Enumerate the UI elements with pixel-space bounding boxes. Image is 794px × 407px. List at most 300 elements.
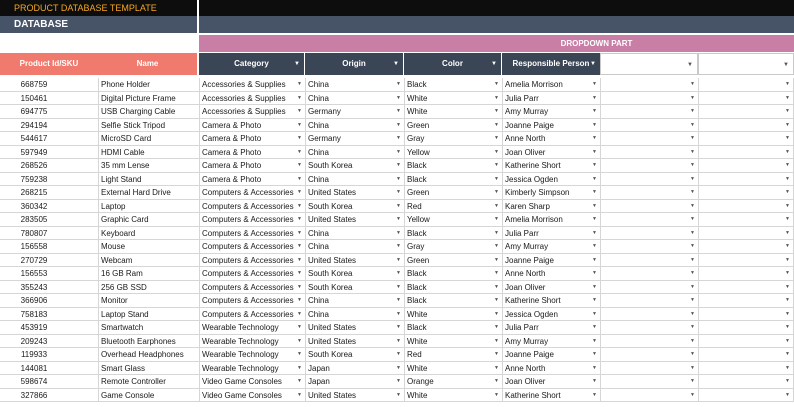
dropdown-arrow-icon[interactable]: ▼ (494, 324, 499, 330)
cell-category[interactable] (199, 389, 305, 402)
dropdown-arrow-icon[interactable]: ▼ (785, 378, 790, 384)
dropdown-arrow-icon[interactable]: ▼ (396, 94, 401, 101)
cell-origin[interactable] (305, 267, 404, 280)
cell-origin[interactable] (305, 146, 404, 159)
dropdown-arrow-icon[interactable]: ▼ (690, 256, 695, 263)
cell-color[interactable] (404, 213, 502, 226)
cell-product-id[interactable] (0, 119, 98, 132)
dropdown-arrow-icon[interactable]: ▼ (494, 351, 499, 357)
dropdown-arrow-icon[interactable]: ▼ (396, 256, 401, 263)
cell-responsible[interactable] (502, 254, 600, 267)
cell-empty-dropdown[interactable] (600, 335, 698, 348)
dropdown-arrow-icon[interactable]: ▼ (785, 256, 790, 263)
filter-dropdown-icon[interactable]: ▼ (783, 62, 789, 68)
cell-category[interactable] (199, 335, 305, 348)
dropdown-arrow-icon[interactable]: ▼ (494, 202, 499, 209)
cell-empty-dropdown[interactable] (600, 132, 698, 145)
dropdown-arrow-icon[interactable]: ▼ (690, 189, 695, 195)
dropdown-arrow-icon[interactable]: ▼ (592, 189, 597, 195)
cell-responsible[interactable] (502, 227, 600, 240)
dropdown-arrow-icon[interactable]: ▼ (297, 162, 302, 168)
cell-name[interactable] (98, 227, 199, 240)
dropdown-arrow-icon[interactable]: ▼ (297, 256, 302, 263)
dropdown-arrow-icon[interactable]: ▼ (396, 121, 401, 128)
dropdown-arrow-icon[interactable]: ▼ (494, 189, 499, 195)
cell-category[interactable] (199, 186, 305, 199)
dropdown-arrow-icon[interactable]: ▼ (690, 202, 695, 209)
dropdown-arrow-icon[interactable]: ▼ (592, 324, 597, 330)
cell-name[interactable] (98, 389, 199, 402)
cell-empty-dropdown[interactable] (600, 173, 698, 186)
cell-empty-dropdown[interactable] (698, 375, 794, 388)
dropdown-arrow-icon[interactable]: ▼ (494, 256, 499, 263)
dropdown-arrow-icon[interactable]: ▼ (690, 364, 695, 371)
cell-product-id[interactable] (0, 132, 98, 145)
cell-product-id[interactable] (0, 92, 98, 105)
cell-category[interactable] (199, 267, 305, 280)
dropdown-arrow-icon[interactable]: ▼ (785, 297, 790, 303)
cell-category[interactable] (199, 254, 305, 267)
dropdown-arrow-icon[interactable]: ▼ (396, 391, 401, 398)
cell-color[interactable] (404, 173, 502, 186)
cell-responsible[interactable] (502, 281, 600, 294)
cell-color[interactable] (404, 375, 502, 388)
cell-category[interactable] (199, 308, 305, 321)
cell-origin[interactable] (305, 92, 404, 105)
cell-responsible[interactable] (502, 375, 600, 388)
dropdown-arrow-icon[interactable]: ▼ (297, 270, 302, 276)
cell-empty-dropdown[interactable] (600, 362, 698, 375)
cell-name[interactable] (98, 375, 199, 388)
cell-responsible[interactable] (502, 321, 600, 334)
cell-color[interactable] (404, 321, 502, 334)
cell-empty-dropdown[interactable] (698, 173, 794, 186)
filter-dropdown-icon[interactable]: ▼ (687, 62, 693, 68)
cell-color[interactable] (404, 159, 502, 172)
dropdown-arrow-icon[interactable]: ▼ (396, 162, 401, 168)
dropdown-arrow-icon[interactable]: ▼ (494, 108, 499, 114)
cell-empty-dropdown[interactable] (600, 240, 698, 253)
dropdown-arrow-icon[interactable]: ▼ (690, 108, 695, 114)
cell-origin[interactable] (305, 389, 404, 402)
dropdown-arrow-icon[interactable]: ▼ (592, 337, 597, 344)
dropdown-arrow-icon[interactable]: ▼ (690, 243, 695, 249)
cell-product-id[interactable] (0, 308, 98, 321)
dropdown-arrow-icon[interactable]: ▼ (494, 297, 499, 303)
dropdown-arrow-icon[interactable]: ▼ (297, 337, 302, 344)
cell-origin[interactable] (305, 254, 404, 267)
dropdown-arrow-icon[interactable]: ▼ (494, 81, 499, 87)
cell-empty-dropdown[interactable] (600, 92, 698, 105)
cell-responsible[interactable] (502, 119, 600, 132)
cell-empty-dropdown[interactable] (600, 200, 698, 213)
cell-responsible[interactable] (502, 105, 600, 118)
dropdown-arrow-icon[interactable]: ▼ (592, 135, 597, 141)
dropdown-arrow-icon[interactable]: ▼ (785, 391, 790, 398)
cell-empty-dropdown[interactable] (698, 92, 794, 105)
dropdown-arrow-icon[interactable]: ▼ (396, 270, 401, 276)
cell-color[interactable] (404, 308, 502, 321)
header-responsible[interactable] (502, 53, 600, 75)
cell-product-id[interactable] (0, 362, 98, 375)
dropdown-arrow-icon[interactable]: ▼ (785, 94, 790, 101)
dropdown-arrow-icon[interactable]: ▼ (494, 216, 499, 222)
header-extra-1[interactable] (600, 53, 698, 75)
filter-dropdown-icon[interactable]: ▼ (491, 61, 497, 67)
cell-origin[interactable] (305, 159, 404, 172)
dropdown-arrow-icon[interactable]: ▼ (690, 162, 695, 168)
cell-empty-dropdown[interactable] (698, 105, 794, 118)
dropdown-arrow-icon[interactable]: ▼ (494, 270, 499, 276)
dropdown-arrow-icon[interactable]: ▼ (592, 364, 597, 371)
dropdown-arrow-icon[interactable]: ▼ (396, 229, 401, 236)
dropdown-arrow-icon[interactable]: ▼ (592, 94, 597, 101)
dropdown-arrow-icon[interactable]: ▼ (592, 148, 597, 155)
cell-origin[interactable] (305, 321, 404, 334)
dropdown-arrow-icon[interactable]: ▼ (592, 202, 597, 209)
cell-name[interactable] (98, 240, 199, 253)
cell-empty-dropdown[interactable] (698, 321, 794, 334)
dropdown-arrow-icon[interactable]: ▼ (396, 324, 401, 330)
cell-empty-dropdown[interactable] (600, 105, 698, 118)
cell-empty-dropdown[interactable] (600, 267, 698, 280)
cell-product-id[interactable] (0, 281, 98, 294)
dropdown-arrow-icon[interactable]: ▼ (494, 135, 499, 141)
dropdown-arrow-icon[interactable]: ▼ (494, 391, 499, 398)
cell-product-id[interactable] (0, 105, 98, 118)
cell-category[interactable] (199, 294, 305, 307)
dropdown-arrow-icon[interactable]: ▼ (690, 135, 695, 141)
dropdown-arrow-icon[interactable]: ▼ (785, 270, 790, 276)
dropdown-arrow-icon[interactable]: ▼ (297, 378, 302, 384)
header-origin[interactable] (305, 53, 404, 75)
dropdown-arrow-icon[interactable]: ▼ (396, 243, 401, 249)
cell-responsible[interactable] (502, 78, 600, 91)
dropdown-arrow-icon[interactable]: ▼ (592, 310, 597, 317)
cell-empty-dropdown[interactable] (698, 308, 794, 321)
cell-empty-dropdown[interactable] (600, 294, 698, 307)
cell-empty-dropdown[interactable] (600, 119, 698, 132)
cell-product-id[interactable] (0, 78, 98, 91)
dropdown-arrow-icon[interactable]: ▼ (494, 121, 499, 128)
filter-dropdown-icon[interactable]: ▼ (393, 61, 399, 67)
dropdown-arrow-icon[interactable]: ▼ (785, 202, 790, 209)
dropdown-arrow-icon[interactable]: ▼ (592, 243, 597, 249)
cell-empty-dropdown[interactable] (600, 159, 698, 172)
dropdown-arrow-icon[interactable]: ▼ (592, 270, 597, 276)
cell-category[interactable] (199, 240, 305, 253)
cell-category[interactable] (199, 348, 305, 361)
cell-empty-dropdown[interactable] (698, 186, 794, 199)
cell-category[interactable] (199, 119, 305, 132)
dropdown-arrow-icon[interactable]: ▼ (690, 283, 695, 290)
dropdown-arrow-icon[interactable]: ▼ (396, 108, 401, 114)
dropdown-arrow-icon[interactable]: ▼ (494, 337, 499, 344)
filter-dropdown-icon[interactable]: ▼ (590, 61, 596, 67)
cell-empty-dropdown[interactable] (698, 227, 794, 240)
cell-empty-dropdown[interactable] (698, 159, 794, 172)
cell-empty-dropdown[interactable] (698, 281, 794, 294)
dropdown-arrow-icon[interactable]: ▼ (494, 364, 499, 371)
cell-name[interactable] (98, 267, 199, 280)
cell-product-id[interactable] (0, 335, 98, 348)
cell-category[interactable] (199, 159, 305, 172)
cell-name[interactable] (98, 92, 199, 105)
cell-responsible[interactable] (502, 200, 600, 213)
header-extra-2[interactable] (698, 53, 794, 75)
cell-responsible[interactable] (502, 267, 600, 280)
cell-color[interactable] (404, 267, 502, 280)
dropdown-arrow-icon[interactable]: ▼ (592, 162, 597, 168)
dropdown-arrow-icon[interactable]: ▼ (494, 162, 499, 168)
cell-empty-dropdown[interactable] (600, 227, 698, 240)
dropdown-arrow-icon[interactable]: ▼ (297, 189, 302, 195)
cell-responsible[interactable] (502, 389, 600, 402)
cell-name[interactable] (98, 281, 199, 294)
cell-name[interactable] (98, 321, 199, 334)
cell-product-id[interactable] (0, 159, 98, 172)
dropdown-arrow-icon[interactable]: ▼ (297, 243, 302, 249)
cell-name[interactable] (98, 308, 199, 321)
cell-color[interactable] (404, 294, 502, 307)
cell-name[interactable] (98, 132, 199, 145)
cell-empty-dropdown[interactable] (698, 213, 794, 226)
cell-product-id[interactable] (0, 254, 98, 267)
dropdown-arrow-icon[interactable]: ▼ (785, 337, 790, 344)
dropdown-arrow-icon[interactable]: ▼ (690, 351, 695, 357)
cell-origin[interactable] (305, 200, 404, 213)
cell-name[interactable] (98, 335, 199, 348)
cell-empty-dropdown[interactable] (698, 200, 794, 213)
cell-category[interactable] (199, 173, 305, 186)
dropdown-arrow-icon[interactable]: ▼ (297, 391, 302, 398)
cell-name[interactable] (98, 78, 199, 91)
cell-responsible[interactable] (502, 132, 600, 145)
cell-category[interactable] (199, 146, 305, 159)
dropdown-arrow-icon[interactable]: ▼ (396, 175, 401, 182)
cell-product-id[interactable] (0, 321, 98, 334)
cell-responsible[interactable] (502, 335, 600, 348)
dropdown-arrow-icon[interactable]: ▼ (297, 216, 302, 222)
dropdown-arrow-icon[interactable]: ▼ (592, 175, 597, 182)
dropdown-arrow-icon[interactable]: ▼ (690, 148, 695, 155)
dropdown-arrow-icon[interactable]: ▼ (396, 351, 401, 357)
cell-empty-dropdown[interactable] (698, 254, 794, 267)
dropdown-arrow-icon[interactable]: ▼ (396, 283, 401, 290)
cell-color[interactable] (404, 92, 502, 105)
dropdown-arrow-icon[interactable]: ▼ (396, 216, 401, 222)
cell-product-id[interactable] (0, 200, 98, 213)
dropdown-arrow-icon[interactable]: ▼ (690, 121, 695, 128)
dropdown-arrow-icon[interactable]: ▼ (785, 162, 790, 168)
dropdown-arrow-icon[interactable]: ▼ (785, 229, 790, 236)
dropdown-arrow-icon[interactable]: ▼ (592, 216, 597, 222)
cell-empty-dropdown[interactable] (600, 213, 698, 226)
dropdown-arrow-icon[interactable]: ▼ (690, 81, 695, 87)
cell-name[interactable] (98, 213, 199, 226)
cell-empty-dropdown[interactable] (600, 308, 698, 321)
cell-category[interactable] (199, 200, 305, 213)
cell-origin[interactable] (305, 281, 404, 294)
dropdown-arrow-icon[interactable]: ▼ (785, 310, 790, 317)
cell-category[interactable] (199, 78, 305, 91)
dropdown-arrow-icon[interactable]: ▼ (297, 351, 302, 357)
dropdown-arrow-icon[interactable]: ▼ (297, 310, 302, 317)
cell-name[interactable] (98, 105, 199, 118)
dropdown-arrow-icon[interactable]: ▼ (494, 229, 499, 236)
dropdown-arrow-icon[interactable]: ▼ (690, 94, 695, 101)
cell-category[interactable] (199, 321, 305, 334)
cell-origin[interactable] (305, 348, 404, 361)
cell-empty-dropdown[interactable] (600, 375, 698, 388)
cell-empty-dropdown[interactable] (698, 294, 794, 307)
cell-product-id[interactable] (0, 146, 98, 159)
dropdown-arrow-icon[interactable]: ▼ (785, 175, 790, 182)
cell-responsible[interactable] (502, 362, 600, 375)
dropdown-arrow-icon[interactable]: ▼ (592, 121, 597, 128)
cell-color[interactable] (404, 362, 502, 375)
cell-name[interactable] (98, 254, 199, 267)
cell-empty-dropdown[interactable] (698, 78, 794, 91)
cell-empty-dropdown[interactable] (600, 186, 698, 199)
dropdown-arrow-icon[interactable]: ▼ (690, 337, 695, 344)
dropdown-arrow-icon[interactable]: ▼ (690, 391, 695, 398)
header-color[interactable] (404, 53, 502, 75)
dropdown-arrow-icon[interactable]: ▼ (785, 243, 790, 249)
dropdown-arrow-icon[interactable]: ▼ (690, 270, 695, 276)
cell-color[interactable] (404, 105, 502, 118)
cell-name[interactable] (98, 200, 199, 213)
dropdown-arrow-icon[interactable]: ▼ (297, 121, 302, 128)
cell-product-id[interactable] (0, 294, 98, 307)
cell-empty-dropdown[interactable] (698, 132, 794, 145)
dropdown-arrow-icon[interactable]: ▼ (494, 243, 499, 249)
dropdown-arrow-icon[interactable]: ▼ (297, 297, 302, 303)
dropdown-arrow-icon[interactable]: ▼ (785, 283, 790, 290)
dropdown-arrow-icon[interactable]: ▼ (592, 297, 597, 303)
cell-color[interactable] (404, 348, 502, 361)
dropdown-arrow-icon[interactable]: ▼ (785, 121, 790, 128)
dropdown-arrow-icon[interactable]: ▼ (785, 148, 790, 155)
cell-empty-dropdown[interactable] (698, 362, 794, 375)
dropdown-arrow-icon[interactable]: ▼ (494, 310, 499, 317)
cell-name[interactable] (98, 146, 199, 159)
cell-origin[interactable] (305, 173, 404, 186)
cell-responsible[interactable] (502, 92, 600, 105)
cell-product-id[interactable] (0, 173, 98, 186)
cell-product-id[interactable] (0, 227, 98, 240)
cell-responsible[interactable] (502, 308, 600, 321)
cell-name[interactable] (98, 159, 199, 172)
dropdown-arrow-icon[interactable]: ▼ (396, 148, 401, 155)
dropdown-arrow-icon[interactable]: ▼ (396, 337, 401, 344)
cell-name[interactable] (98, 362, 199, 375)
cell-origin[interactable] (305, 105, 404, 118)
dropdown-arrow-icon[interactable]: ▼ (396, 297, 401, 303)
dropdown-arrow-icon[interactable]: ▼ (297, 364, 302, 371)
dropdown-arrow-icon[interactable]: ▼ (396, 81, 401, 87)
cell-name[interactable] (98, 173, 199, 186)
cell-origin[interactable] (305, 227, 404, 240)
dropdown-arrow-icon[interactable]: ▼ (494, 175, 499, 182)
cell-empty-dropdown[interactable] (698, 335, 794, 348)
cell-empty-dropdown[interactable] (600, 348, 698, 361)
cell-color[interactable] (404, 146, 502, 159)
cell-empty-dropdown[interactable] (698, 267, 794, 280)
cell-origin[interactable] (305, 240, 404, 253)
dropdown-arrow-icon[interactable]: ▼ (785, 324, 790, 330)
cell-name[interactable] (98, 294, 199, 307)
dropdown-arrow-icon[interactable]: ▼ (785, 81, 790, 87)
cell-color[interactable] (404, 254, 502, 267)
cell-product-id[interactable] (0, 267, 98, 280)
cell-name[interactable] (98, 186, 199, 199)
cell-responsible[interactable] (502, 159, 600, 172)
cell-empty-dropdown[interactable] (600, 389, 698, 402)
cell-responsible[interactable] (502, 146, 600, 159)
cell-origin[interactable] (305, 78, 404, 91)
cell-color[interactable] (404, 240, 502, 253)
dropdown-arrow-icon[interactable]: ▼ (297, 283, 302, 290)
cell-empty-dropdown[interactable] (698, 119, 794, 132)
cell-empty-dropdown[interactable] (698, 389, 794, 402)
dropdown-arrow-icon[interactable]: ▼ (297, 229, 302, 236)
dropdown-arrow-icon[interactable]: ▼ (690, 297, 695, 303)
dropdown-arrow-icon[interactable]: ▼ (592, 378, 597, 384)
cell-color[interactable] (404, 227, 502, 240)
cell-origin[interactable] (305, 186, 404, 199)
cell-category[interactable] (199, 362, 305, 375)
cell-color[interactable] (404, 186, 502, 199)
dropdown-arrow-icon[interactable]: ▼ (592, 108, 597, 114)
cell-origin[interactable] (305, 375, 404, 388)
cell-responsible[interactable] (502, 213, 600, 226)
cell-origin[interactable] (305, 213, 404, 226)
cell-category[interactable] (199, 105, 305, 118)
dropdown-arrow-icon[interactable]: ▼ (396, 189, 401, 195)
cell-empty-dropdown[interactable] (600, 78, 698, 91)
cell-color[interactable] (404, 389, 502, 402)
header-category[interactable] (199, 53, 305, 75)
dropdown-arrow-icon[interactable]: ▼ (690, 310, 695, 317)
dropdown-arrow-icon[interactable]: ▼ (690, 175, 695, 182)
cell-category[interactable] (199, 213, 305, 226)
dropdown-arrow-icon[interactable]: ▼ (297, 135, 302, 141)
cell-empty-dropdown[interactable] (600, 281, 698, 294)
dropdown-arrow-icon[interactable]: ▼ (297, 108, 302, 114)
dropdown-arrow-icon[interactable]: ▼ (396, 378, 401, 384)
dropdown-arrow-icon[interactable]: ▼ (592, 391, 597, 398)
cell-responsible[interactable] (502, 240, 600, 253)
dropdown-arrow-icon[interactable]: ▼ (396, 364, 401, 371)
dropdown-arrow-icon[interactable]: ▼ (592, 351, 597, 357)
cell-product-id[interactable] (0, 240, 98, 253)
cell-empty-dropdown[interactable] (600, 321, 698, 334)
cell-name[interactable] (98, 348, 199, 361)
dropdown-arrow-icon[interactable]: ▼ (297, 81, 302, 87)
cell-category[interactable] (199, 375, 305, 388)
cell-origin[interactable] (305, 119, 404, 132)
dropdown-arrow-icon[interactable]: ▼ (592, 256, 597, 263)
dropdown-arrow-icon[interactable]: ▼ (494, 378, 499, 384)
dropdown-arrow-icon[interactable]: ▼ (297, 324, 302, 330)
dropdown-arrow-icon[interactable]: ▼ (297, 175, 302, 182)
cell-origin[interactable] (305, 294, 404, 307)
dropdown-arrow-icon[interactable]: ▼ (690, 229, 695, 236)
cell-color[interactable] (404, 78, 502, 91)
cell-product-id[interactable] (0, 348, 98, 361)
cell-product-id[interactable] (0, 389, 98, 402)
